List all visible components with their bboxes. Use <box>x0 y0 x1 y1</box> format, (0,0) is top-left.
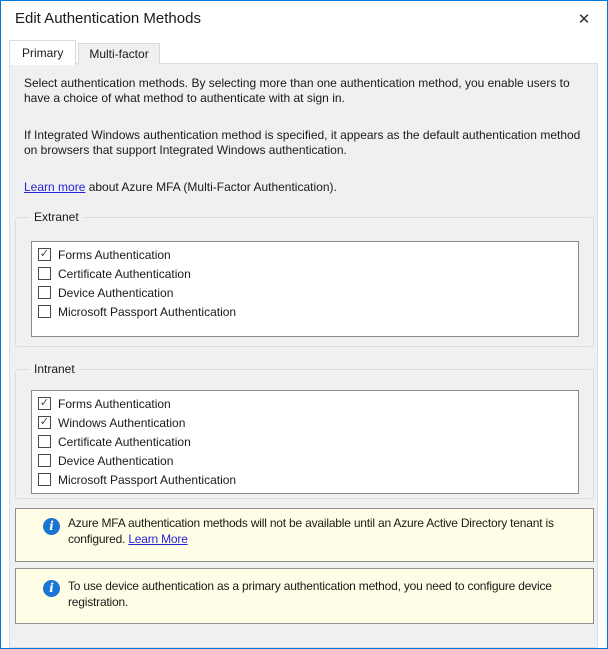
checkbox-label: Certificate Authentication <box>58 266 191 281</box>
checkbox-label: Certificate Authentication <box>58 434 191 449</box>
extranet-group <box>15 210 594 347</box>
intranet-group <box>15 362 594 499</box>
list-item[interactable] <box>36 413 578 432</box>
learn-more-link[interactable]: Learn more <box>24 180 86 194</box>
info-icon: i <box>43 518 60 535</box>
tab-primary[interactable] <box>9 40 76 65</box>
list-item[interactable] <box>36 264 578 283</box>
tab-strip <box>9 39 160 64</box>
list-item[interactable] <box>36 451 578 470</box>
list-item[interactable] <box>36 470 578 489</box>
checkbox-microsoft-passport-authentication[interactable] <box>38 473 51 486</box>
checkbox-label: Windows Authentication <box>58 415 186 430</box>
checkbox-label: Device Authentication <box>58 285 174 300</box>
checkbox-certificate-authentication[interactable] <box>38 435 51 448</box>
checkbox-device-authentication[interactable] <box>38 454 51 467</box>
checkbox-label: Microsoft Passport Authentication <box>58 304 237 319</box>
list-item[interactable] <box>36 283 578 302</box>
notice-text-body: Azure MFA authentication methods will not be available until an Azure Active Directory tenant is configured. <box>68 516 554 546</box>
list-item[interactable] <box>36 394 578 413</box>
intranet-method-list <box>31 390 579 494</box>
tab-multi-factor-label: Multi-factor <box>89 47 149 61</box>
device-registration-notice <box>15 568 594 624</box>
checkbox-label: Forms Authentication <box>58 396 171 411</box>
titlebar <box>1 1 607 40</box>
checkbox-label: Device Authentication <box>58 453 174 468</box>
extranet-method-list <box>31 241 579 337</box>
checkbox-label: Microsoft Passport Authentication <box>58 472 237 487</box>
close-icon: ✕ <box>577 11 591 28</box>
primary-tab-page <box>9 63 598 648</box>
checkbox-device-authentication[interactable] <box>38 286 51 299</box>
info-icon: i <box>43 580 60 597</box>
list-item[interactable] <box>36 302 578 321</box>
dialog-title: Edit Authentication Methods <box>15 10 201 27</box>
azure-mfa-notice <box>15 508 594 562</box>
intro-paragraph-1: Select authentication methods. By selecting more than one authentication method, you enable users to have a choice of what method to authenticate with at sign in. <box>24 76 570 105</box>
notice-text-body: To use device authentication as a primary authentication method, you need to configure device registration. <box>68 579 552 609</box>
intro-paragraph-2: If Integrated Windows authentication method is specified, it appears as the default authentication method on browsers that support Integrated Windows authentication. <box>24 128 581 157</box>
checkbox-forms-authentication[interactable]: ✓ <box>39 397 50 409</box>
checkbox-label: Forms Authentication <box>58 247 171 262</box>
device-registration-notice-text <box>68 578 590 610</box>
checkbox-windows-authentication[interactable]: ✓ <box>39 416 50 428</box>
close-button[interactable] <box>569 5 599 33</box>
intranet-group-label: Intranet <box>30 362 79 377</box>
learn-more-link-notice[interactable]: Learn More <box>128 532 188 546</box>
list-item[interactable] <box>36 432 578 451</box>
learn-more-suffix: about Azure MFA (Multi-Factor Authentication). <box>85 180 337 194</box>
checkbox-certificate-authentication[interactable] <box>38 267 51 280</box>
extranet-group-label: Extranet <box>30 210 83 225</box>
checkbox-forms-authentication[interactable]: ✓ <box>39 248 50 260</box>
intro-paragraph-3 <box>24 180 590 195</box>
list-item[interactable] <box>36 245 578 264</box>
tab-primary-label: Primary <box>22 46 64 60</box>
azure-mfa-notice-text <box>68 515 590 547</box>
checkbox-microsoft-passport-authentication[interactable] <box>38 305 51 318</box>
tab-multi-factor[interactable] <box>78 43 159 64</box>
